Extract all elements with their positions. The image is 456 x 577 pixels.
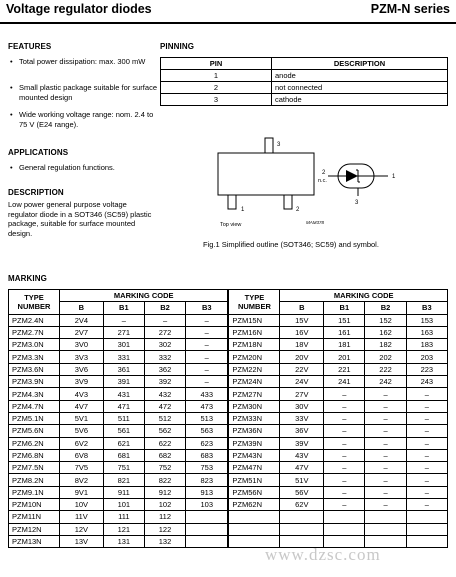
- marking-code-cell: [406, 511, 447, 523]
- col-b-header: B: [280, 302, 324, 314]
- type-number-cell: PZM12N: [9, 523, 60, 535]
- marking-code-cell: –: [406, 462, 447, 474]
- marking-code-cell: 362: [144, 363, 185, 375]
- marking-heading: MARKING: [8, 274, 47, 283]
- marking-code-cell: 473: [186, 400, 229, 412]
- description-text: Low power general purpose voltage regulator diode in a SOT346 (SC59) plastic package, suitable for surface mounted design.: [8, 200, 152, 238]
- marking-code-cell: [280, 523, 324, 535]
- table-row: [9, 437, 448, 449]
- watermark: www.dzsc.com: [265, 545, 381, 564]
- marking-code-cell: 10V: [60, 499, 104, 511]
- marking-code-cell: –: [406, 499, 447, 511]
- type-number-cell: PZM47N: [228, 462, 280, 474]
- type-number-cell: PZM3.6N: [9, 363, 60, 375]
- marking-code-cell: 24V: [280, 376, 324, 388]
- marking-code-cell: 563: [186, 425, 229, 437]
- feature-item: • Total power dissipation: max. 300 mW: [10, 57, 159, 67]
- marking-code-cell: 301: [103, 339, 144, 351]
- marking-code-cell: 9V1: [60, 486, 104, 498]
- marking-code-cell: 30V: [280, 400, 324, 412]
- marking-code-cell: 331: [103, 351, 144, 363]
- pin-description: cathode: [272, 94, 448, 106]
- marking-code-cell: –: [324, 425, 365, 437]
- marking-code-cell: 751: [103, 462, 144, 474]
- marking-code-header: MARKING CODE: [60, 290, 229, 302]
- type-number-cell: PZM51N: [228, 474, 280, 486]
- table-row: [161, 70, 448, 82]
- symbol-pin2-label: 2: [322, 170, 326, 176]
- marking-code-cell: 391: [103, 376, 144, 388]
- type-number-cell: PZM33N: [228, 412, 280, 424]
- marking-code-cell: 433: [186, 388, 229, 400]
- marking-code-cell: [186, 535, 229, 547]
- marking-code-cell: –: [406, 474, 447, 486]
- package-outline-figure: [160, 128, 450, 258]
- marking-code-cell: 20V: [280, 351, 324, 363]
- marking-code-cell: –: [406, 400, 447, 412]
- marking-code-cell: 18V: [280, 339, 324, 351]
- marking-code-cell: 472: [144, 400, 185, 412]
- marking-code-cell: [406, 535, 447, 547]
- marking-code-cell: 7V5: [60, 462, 104, 474]
- description-heading: DESCRIPTION: [8, 188, 64, 197]
- col-b1-header: B1: [324, 302, 365, 314]
- type-number-cell: PZM8.2N: [9, 474, 60, 486]
- marking-table: [8, 289, 448, 548]
- marking-code-cell: 912: [144, 486, 185, 498]
- marking-code-cell: –: [406, 486, 447, 498]
- table-row: [9, 400, 448, 412]
- marking-code-cell: [406, 523, 447, 535]
- marking-code-cell: [186, 523, 229, 535]
- marking-code-cell: 392: [144, 376, 185, 388]
- marking-code-cell: 361: [103, 363, 144, 375]
- table-row: [9, 339, 448, 351]
- marking-code-cell: –: [103, 314, 144, 326]
- marking-code-cell: 8V2: [60, 474, 104, 486]
- marking-code-cell: 823: [186, 474, 229, 486]
- marking-code-cell: 101: [103, 499, 144, 511]
- marking-code-cell: 332: [144, 351, 185, 363]
- table-row: [9, 326, 448, 338]
- marking-code-cell: 3V6: [60, 363, 104, 375]
- marking-code-cell: –: [324, 400, 365, 412]
- col-b3-header: B3: [406, 302, 447, 314]
- marking-code-cell: 911: [103, 486, 144, 498]
- marking-code-cell: 56V: [280, 486, 324, 498]
- marking-code-cell: 162: [365, 326, 406, 338]
- type-number-cell: [228, 523, 280, 535]
- marking-code-cell: –: [365, 400, 406, 412]
- marking-code-cell: 682: [144, 449, 185, 461]
- marking-code-cell: 201: [324, 351, 365, 363]
- marking-code-cell: –: [406, 425, 447, 437]
- table-row: [9, 376, 448, 388]
- marking-code-cell: –: [365, 388, 406, 400]
- type-number-cell: PZM3.0N: [9, 339, 60, 351]
- marking-code-cell: 471: [103, 400, 144, 412]
- feature-item: • Small plastic package suitable for surface mounted design: [10, 83, 159, 102]
- type-number-cell: PZM16N: [228, 326, 280, 338]
- nc-label: n.c.: [318, 178, 327, 184]
- marking-code-cell: 102: [144, 499, 185, 511]
- marking-code-cell: 16V: [280, 326, 324, 338]
- marking-code-cell: –: [406, 449, 447, 461]
- marking-code-cell: 161: [324, 326, 365, 338]
- marking-code-cell: 242: [365, 376, 406, 388]
- marking-code-cell: [365, 511, 406, 523]
- table-row: [9, 499, 448, 511]
- marking-code-cell: –: [186, 339, 229, 351]
- pinning-table: [160, 57, 448, 106]
- marking-code-cell: 243: [406, 376, 447, 388]
- features-heading: FEATURES: [8, 42, 52, 51]
- table-row: [9, 486, 448, 498]
- type-number-cell: PZM62N: [228, 499, 280, 511]
- marking-code-cell: 753: [186, 462, 229, 474]
- type-number-cell: PZM4.7N: [9, 400, 60, 412]
- marking-code-cell: 272: [144, 326, 185, 338]
- marking-code-header: MARKING CODE: [280, 290, 448, 302]
- marking-code-cell: 62V: [280, 499, 324, 511]
- marking-code-cell: 822: [144, 474, 185, 486]
- marking-code-cell: 6V8: [60, 449, 104, 461]
- marking-code-cell: 302: [144, 339, 185, 351]
- type-number-cell: PZM20N: [228, 351, 280, 363]
- marking-code-cell: 683: [186, 449, 229, 461]
- type-number-cell: PZM5.6N: [9, 425, 60, 437]
- table-row: [9, 314, 448, 326]
- type-number-cell: PZM9.1N: [9, 486, 60, 498]
- marking-code-cell: –: [365, 474, 406, 486]
- marking-code-cell: 2V4: [60, 314, 104, 326]
- figure-caption: Fig.1 Simplified outline (SOT346; SC59) and symbol.: [203, 240, 379, 249]
- type-number-cell: [228, 511, 280, 523]
- marking-code-cell: –: [324, 462, 365, 474]
- marking-code-cell: –: [406, 412, 447, 424]
- marking-code-cell: 43V: [280, 449, 324, 461]
- marking-code-cell: 6V2: [60, 437, 104, 449]
- marking-code-cell: –: [186, 363, 229, 375]
- description-header: DESCRIPTION: [272, 58, 448, 70]
- marking-code-cell: 27V: [280, 388, 324, 400]
- table-row: [161, 94, 448, 106]
- col-b2-header: B2: [365, 302, 406, 314]
- marking-code-cell: –: [406, 437, 447, 449]
- table-row: [9, 523, 448, 535]
- marking-code-cell: 222: [365, 363, 406, 375]
- type-number-cell: PZM22N: [228, 363, 280, 375]
- figure-code: MAM378: [306, 220, 325, 225]
- marking-code-cell: 112: [144, 511, 185, 523]
- marking-code-cell: 13V: [60, 535, 104, 547]
- marking-code-cell: 623: [186, 437, 229, 449]
- marking-code-cell: 122: [144, 523, 185, 535]
- marking-code-cell: 12V: [60, 523, 104, 535]
- marking-code-cell: [324, 511, 365, 523]
- applications-heading: APPLICATIONS: [8, 148, 69, 157]
- type-number-cell: PZM39N: [228, 437, 280, 449]
- marking-code-cell: –: [365, 412, 406, 424]
- marking-code-cell: 913: [186, 486, 229, 498]
- marking-code-cell: [324, 523, 365, 535]
- marking-code-cell: –: [324, 499, 365, 511]
- table-row: [9, 363, 448, 375]
- marking-code-cell: 4V7: [60, 400, 104, 412]
- type-number-cell: PZM11N: [9, 511, 60, 523]
- marking-code-cell: 511: [103, 412, 144, 424]
- col-b1-header: B1: [103, 302, 144, 314]
- marking-code-cell: 121: [103, 523, 144, 535]
- document-title: Voltage regulator diodes: [6, 2, 152, 16]
- pin1-label: 1: [241, 207, 245, 213]
- marking-code-cell: 153: [406, 314, 447, 326]
- marking-code-cell: 51V: [280, 474, 324, 486]
- page-header: [0, 0, 456, 24]
- marking-code-cell: 47V: [280, 462, 324, 474]
- marking-code-cell: –: [186, 376, 229, 388]
- marking-code-cell: 241: [324, 376, 365, 388]
- type-number-cell: PZM43N: [228, 449, 280, 461]
- marking-code-cell: –: [365, 499, 406, 511]
- marking-code-cell: 271: [103, 326, 144, 338]
- marking-code-cell: 621: [103, 437, 144, 449]
- package-outline-drawing: [218, 138, 314, 209]
- application-item: • General regulation functions.: [10, 163, 159, 173]
- marking-code-cell: 3V3: [60, 351, 104, 363]
- marking-code-cell: –: [144, 314, 185, 326]
- pinning-heading: PINNING: [160, 42, 195, 51]
- type-number-cell: PZM30N: [228, 400, 280, 412]
- zener-diode-symbol: [328, 164, 388, 196]
- marking-code-cell: 221: [324, 363, 365, 375]
- marking-code-cell: –: [324, 486, 365, 498]
- table-row: [9, 425, 448, 437]
- marking-code-cell: [186, 511, 229, 523]
- table-row: [9, 535, 448, 547]
- col-b-header: B: [60, 302, 104, 314]
- marking-code-cell: –: [186, 351, 229, 363]
- type-number-cell: PZM3.3N: [9, 351, 60, 363]
- marking-code-cell: 111: [103, 511, 144, 523]
- marking-code-cell: 152: [365, 314, 406, 326]
- marking-code-cell: 821: [103, 474, 144, 486]
- type-number-cell: PZM27N: [228, 388, 280, 400]
- table-row: [9, 412, 448, 424]
- marking-code-cell: [365, 523, 406, 535]
- type-number-cell: PZM10N: [9, 499, 60, 511]
- marking-code-cell: 3V0: [60, 339, 104, 351]
- marking-code-cell: 36V: [280, 425, 324, 437]
- marking-code-cell: 223: [406, 363, 447, 375]
- type-number-cell: PZM5.1N: [9, 412, 60, 424]
- type-number-cell: PZM3.9N: [9, 376, 60, 388]
- type-number-cell: PZM36N: [228, 425, 280, 437]
- type-number-cell: PZM4.3N: [9, 388, 60, 400]
- marking-code-cell: –: [186, 314, 229, 326]
- marking-code-cell: 5V6: [60, 425, 104, 437]
- marking-code-cell: [280, 511, 324, 523]
- type-number-cell: PZM15N: [228, 314, 280, 326]
- symbol-pin3-label: 3: [355, 200, 359, 206]
- marking-code-cell: –: [365, 486, 406, 498]
- type-number-cell: PZM18N: [228, 339, 280, 351]
- marking-code-cell: 22V: [280, 363, 324, 375]
- marking-code-cell: –: [324, 437, 365, 449]
- col-b3-header: B3: [186, 302, 229, 314]
- marking-code-cell: 681: [103, 449, 144, 461]
- marking-code-cell: –: [324, 474, 365, 486]
- type-number-cell: PZM2.7N: [9, 326, 60, 338]
- marking-code-cell: 181: [324, 339, 365, 351]
- marking-code-cell: 39V: [280, 437, 324, 449]
- type-number-cell: PZM6.8N: [9, 449, 60, 461]
- marking-code-cell: 15V: [280, 314, 324, 326]
- pin-header: PIN: [161, 58, 272, 70]
- table-row: [9, 462, 448, 474]
- type-number-cell: PZM2.4N: [9, 314, 60, 326]
- marking-code-cell: 562: [144, 425, 185, 437]
- pin-number: 2: [161, 82, 272, 94]
- type-number-cell: PZM6.2N: [9, 437, 60, 449]
- pin-number: 1: [161, 70, 272, 82]
- table-row: [161, 82, 448, 94]
- marking-code-cell: –: [406, 388, 447, 400]
- marking-code-cell: 182: [365, 339, 406, 351]
- marking-code-cell: –: [186, 326, 229, 338]
- marking-code-cell: –: [324, 388, 365, 400]
- marking-code-cell: –: [365, 449, 406, 461]
- marking-code-cell: 151: [324, 314, 365, 326]
- marking-code-cell: 5V1: [60, 412, 104, 424]
- col-b2-header: B2: [144, 302, 185, 314]
- marking-code-cell: 163: [406, 326, 447, 338]
- table-row: [9, 474, 448, 486]
- pin3-label: 3: [277, 142, 281, 148]
- marking-code-cell: –: [365, 425, 406, 437]
- marking-code-cell: –: [365, 462, 406, 474]
- marking-code-cell: –: [324, 412, 365, 424]
- type-number-header: TYPE NUMBER: [9, 290, 60, 315]
- marking-code-cell: 132: [144, 535, 185, 547]
- marking-code-cell: 752: [144, 462, 185, 474]
- pin-description: not connected: [272, 82, 448, 94]
- pin2-label: 2: [296, 207, 300, 213]
- marking-code-cell: 622: [144, 437, 185, 449]
- symbol-pin1-label: 1: [392, 174, 396, 180]
- series-title: PZM-N series: [370, 2, 450, 16]
- table-row: [9, 351, 448, 363]
- marking-code-cell: 203: [406, 351, 447, 363]
- type-number-header: TYPE NUMBER: [228, 290, 280, 315]
- marking-code-cell: 3V9: [60, 376, 104, 388]
- marking-code-cell: 561: [103, 425, 144, 437]
- table-row: [9, 449, 448, 461]
- type-number-cell: PZM56N: [228, 486, 280, 498]
- top-view-label: Top view: [220, 222, 242, 228]
- marking-code-cell: 432: [144, 388, 185, 400]
- marking-code-cell: 431: [103, 388, 144, 400]
- feature-item: • Wide working voltage range: nom. 2.4 to 75 V (E24 range).: [10, 110, 159, 129]
- marking-code-cell: 2V7: [60, 326, 104, 338]
- marking-code-cell: 33V: [280, 412, 324, 424]
- marking-code-cell: 512: [144, 412, 185, 424]
- type-number-cell: PZM24N: [228, 376, 280, 388]
- pin-number: 3: [161, 94, 272, 106]
- marking-code-cell: –: [324, 449, 365, 461]
- type-number-cell: PZM13N: [9, 535, 60, 547]
- marking-code-cell: 11V: [60, 511, 104, 523]
- marking-code-cell: 103: [186, 499, 229, 511]
- marking-code-cell: 183: [406, 339, 447, 351]
- marking-code-cell: 513: [186, 412, 229, 424]
- marking-code-cell: 4V3: [60, 388, 104, 400]
- type-number-cell: PZM7.5N: [9, 462, 60, 474]
- table-row: [9, 511, 448, 523]
- marking-code-cell: –: [365, 437, 406, 449]
- pin-description: anode: [272, 70, 448, 82]
- table-row: [9, 388, 448, 400]
- marking-code-cell: 131: [103, 535, 144, 547]
- marking-code-cell: 202: [365, 351, 406, 363]
